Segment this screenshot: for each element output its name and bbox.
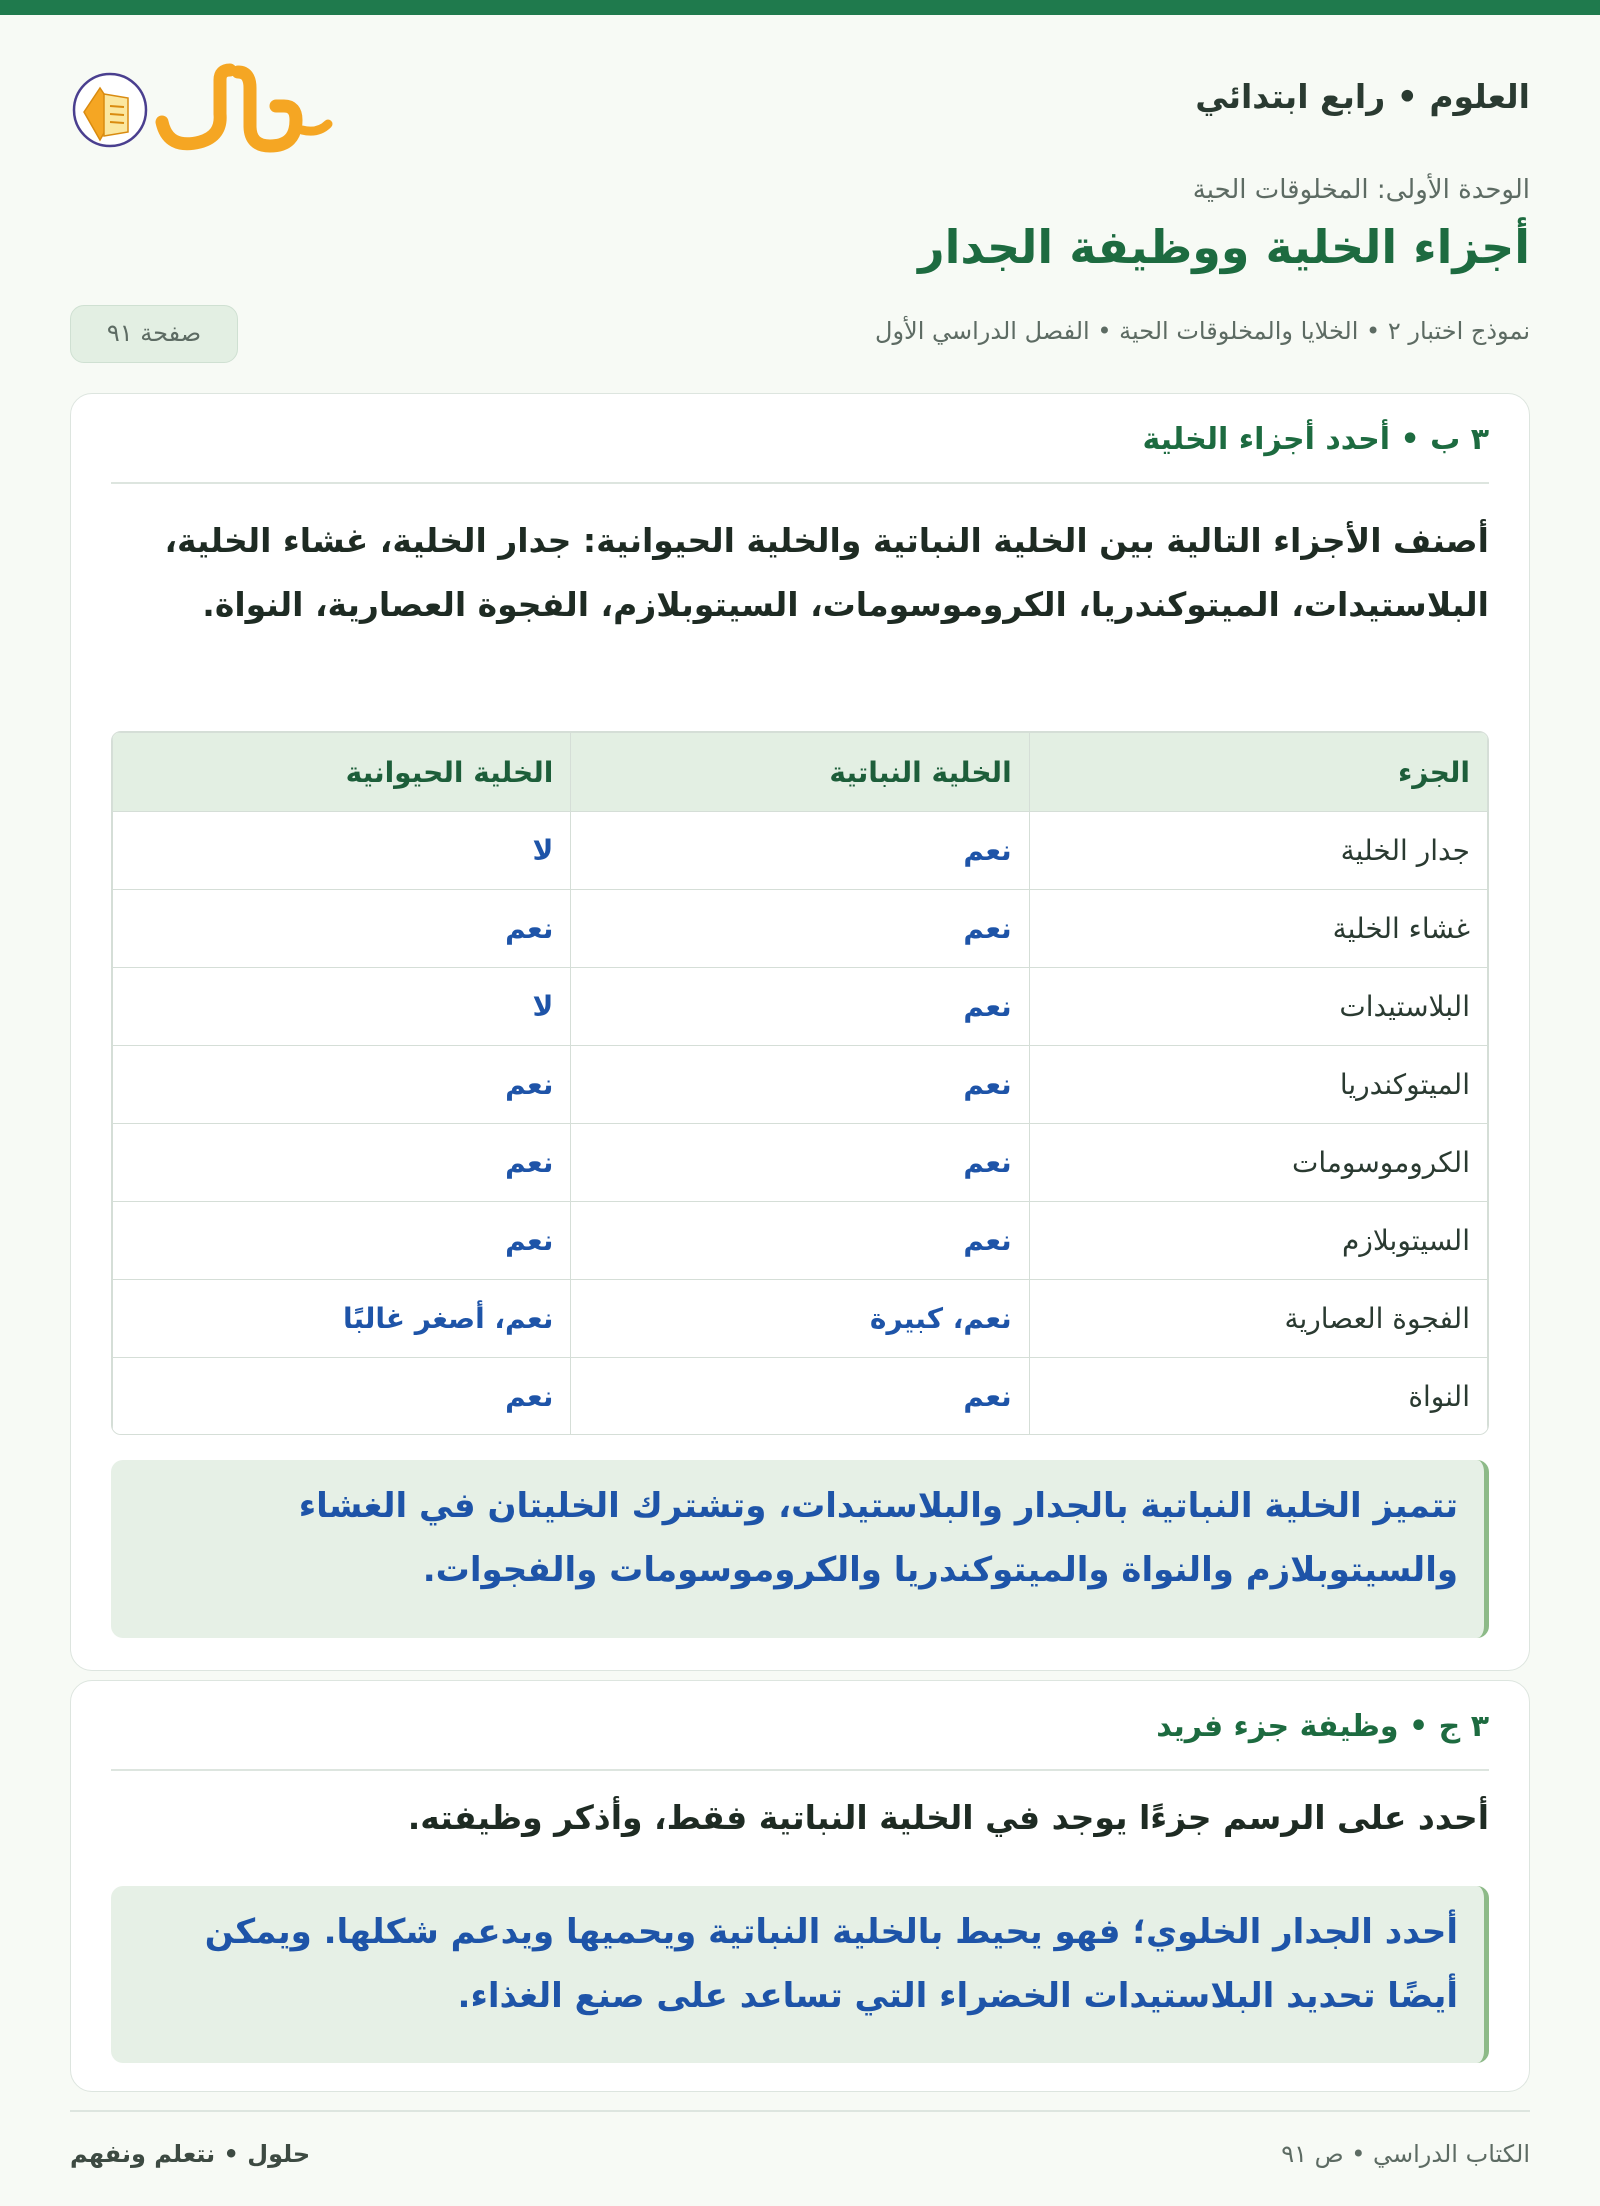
plant-answer-cell: نعم: [571, 968, 1029, 1046]
exam-meta: نموذج اختبار ٢ • الخلايا والمخلوقات الحية • الفصل الدراسي الأول: [875, 317, 1530, 345]
section-header: [111, 1681, 1489, 1771]
table-row: [113, 890, 1488, 968]
page: [70, 15, 1530, 2016]
plant-answer-cell: نعم: [571, 890, 1029, 968]
question-text: أحدد على الرسم جزءًا يوجد في الخلية النباتية فقط، وأذكر وظيفته.: [407, 1798, 1489, 1837]
top-accent-bar: [0, 0, 1600, 15]
part-name-cell: النواة: [1029, 1358, 1487, 1436]
section-function-card: [70, 1680, 1530, 2092]
table-row: [113, 1124, 1488, 1202]
table-row: [113, 1046, 1488, 1124]
table-header-row: [113, 733, 1488, 812]
plant-answer-cell: نعم: [571, 1202, 1029, 1280]
plant-answer-cell: نعم: [571, 812, 1029, 890]
header: [70, 15, 1530, 165]
section-classify-card: [70, 393, 1530, 1671]
plant-answer-cell: نعم، كبيرة: [571, 1280, 1029, 1358]
column-header-part: الجزء: [1029, 733, 1487, 812]
part-name-cell: الفجوة العصارية: [1029, 1280, 1487, 1358]
column-header-plant-cell: الخلية النباتية: [571, 733, 1029, 812]
footer-book-reference: الكتاب الدراسي • ص ٩١: [1281, 2140, 1530, 2168]
part-name-cell: البلاستيدات: [1029, 968, 1487, 1046]
answer-box: تتميز الخلية النباتية بالجدار والبلاستيدات، وتشترك الخليتان في الغشاء والسيتوبلازم والنواة والميتوكندريا والكروموسومات والفجوات.: [111, 1460, 1489, 1638]
section-heading: ٣ ج • وظيفة جزء فريد: [1156, 1709, 1489, 1744]
plant-answer-cell: نعم: [571, 1124, 1029, 1202]
animal-answer-cell: نعم: [113, 1124, 571, 1202]
part-name-cell: الكروموسومات: [1029, 1124, 1487, 1202]
table-row: [113, 1202, 1488, 1280]
answer-box: أحدد الجدار الخلوي؛ فهو يحيط بالخلية النباتية ويحميها ويدعم شكلها. ويمكن أيضًا تحديد البلاستيدات الخضراء التي تساعد على صنع الغذاء.: [111, 1886, 1489, 2063]
footer: [70, 2110, 1530, 2168]
subject-title: العلوم • رابع ابتدائي: [1195, 77, 1530, 116]
table-row: [113, 1358, 1488, 1436]
classification-table: [111, 731, 1489, 1435]
table-row: [113, 968, 1488, 1046]
footer-brand[interactable]: حلول • نتعلم ونفهم: [70, 2140, 311, 2168]
plant-answer-cell: نعم: [571, 1358, 1029, 1436]
animal-answer-cell: نعم: [113, 1046, 571, 1124]
part-name-cell: غشاء الخلية: [1029, 890, 1487, 968]
animal-answer-cell: لا: [113, 968, 571, 1046]
plant-answer-cell: نعم: [571, 1046, 1029, 1124]
animal-answer-cell: نعم، أصغر غالبًا: [113, 1280, 571, 1358]
column-header-animal-cell: الخلية الحيوانية: [113, 733, 571, 812]
unit-label: الوحدة الأولى: المخلوقات الحية: [1192, 175, 1530, 205]
question-text: أصنف الأجزاء التالية بين الخلية النباتية والخلية الحيوانية: جدار الخلية، غشاء الخلية، البلاستيدات، الميتوكندريا، الكروموسومات، السيتوبلازم، الفجوة العصارية، النواة.: [164, 521, 1489, 624]
table-row: [113, 1280, 1488, 1358]
animal-answer-cell: نعم: [113, 890, 571, 968]
section-header: [111, 394, 1489, 484]
animal-answer-cell: لا: [113, 812, 571, 890]
part-name-cell: الميتوكندريا: [1029, 1046, 1487, 1124]
animal-answer-cell: نعم: [113, 1202, 571, 1280]
part-name-cell: جدار الخلية: [1029, 812, 1487, 890]
table-row: [113, 812, 1488, 890]
page-title: أجزاء الخلية ووظيفة الجدار: [918, 220, 1530, 274]
section-heading: ٣ ب • أحدد أجزاء الخلية: [1142, 422, 1489, 457]
hulul-logo[interactable]: [70, 50, 340, 160]
animal-answer-cell: نعم: [113, 1358, 571, 1436]
page-number-badge: صفحة ٩١: [70, 305, 238, 363]
part-name-cell: السيتوبلازم: [1029, 1202, 1487, 1280]
